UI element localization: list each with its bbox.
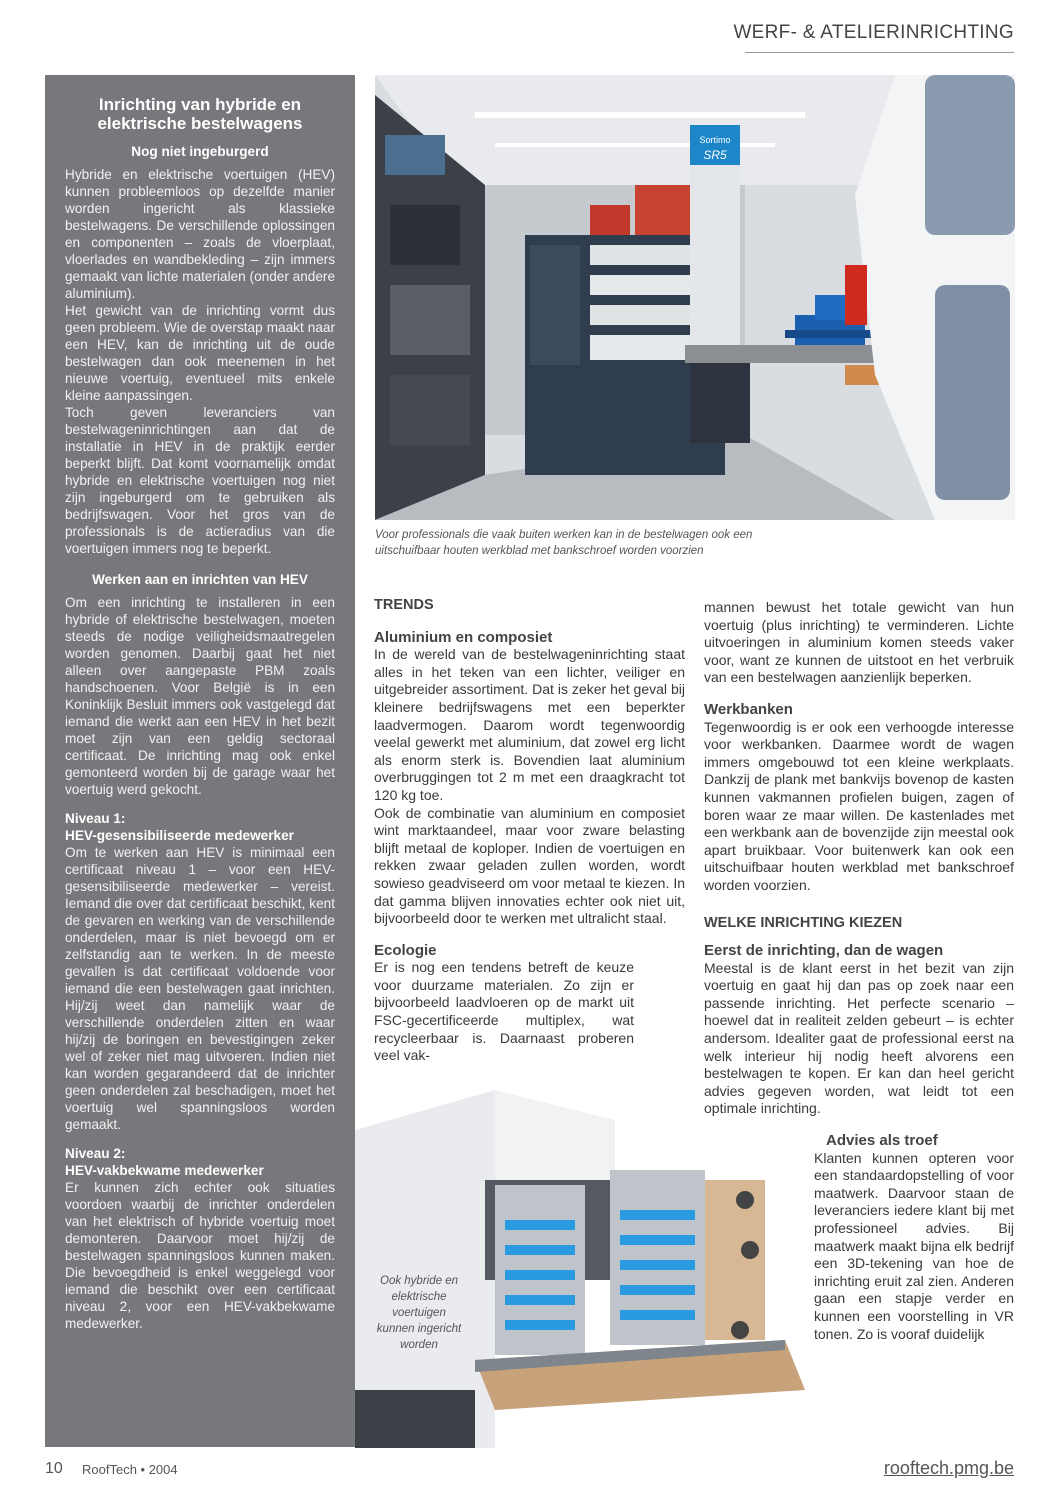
van-interior-photo [375,75,1015,520]
spacer [374,928,685,942]
publication-name: RoofTech • 2004 [82,1462,178,1477]
page-number: 10 [45,1460,63,1477]
section-heading: WELKE INRICHTING KIEZEN [704,914,903,931]
website-link[interactable]: rooftech.pmg.be [883,1458,1014,1478]
sidebar-subtitle: Nog niet ingeburgerd [131,144,269,159]
sortimo-logo: Sortimo [699,135,731,145]
level-title: HEV-gesensibiliseerde medewerker [65,828,294,843]
sidebar-title: Inrichting van hybride en elektrische bestelwagens [97,95,303,133]
level-number: Niveau 2: [65,1146,126,1161]
sidebar-level-heading [65,810,335,844]
sr5-logo: SR5 [703,148,727,162]
photo-caption: Ook hybride en elektrische voertuigen kunnen ingericht worden [376,1275,462,1351]
sidebar-paragraph: Om een inrichting te installeren in een hybride of elektrische bestelwagen, moeten steeds de nodige veiligheidsmaatregelen worden genomen. Daarbij gaat het niet alleen over aangepaste PBM zoals handschoenen. Voor België is in een Koninklijk Besluit immers ook vastgelegd dat iemand die werkt aan een HEV in het bezit moet zijn van een geldig sectoraal certificaat. De inrichting mag ook enkel gemonteerd worden bij de garage waar het voertuig werd gekocht. [65,595,335,797]
level-number: Niveau 1: [65,811,126,826]
body-paragraph: Ook de combinatie van aluminium en composiet wint marktaandeel, maar voor zware belasting blijft metaal de koploper. Indien de voertuigen en rekken zwaar geladen zullen worden, wordt sowieso geadviseerd om voor metaal te kiezen. In dat gamma blijven innovaties echter ook niet uit, bijvoorbeeld door te werken met ultralicht staal. [374,804,685,927]
sidebar-box [45,75,355,1447]
article-column-left [374,597,685,1065]
subheading: Ecologie [374,941,437,959]
van-drawers-photo [355,1090,835,1448]
subheading: Advies als troef [826,1132,938,1150]
section-heading: TRENDS [374,597,434,613]
body-paragraph: Meestal is de klant eerst in het bezit van zijn voertuig en gaat hij dan pas op zoek naar een passende inrichting. Het perfecte scenario – hoewel dat in realiteit zelden gebeurt – is echter andersom. Idealiter gaat de professional eerst na welk interieur hij nodig heeft alvorens een bestelwagen te kopen. Er kan dan heel gericht advies gegeven worden, wat leidt tot een optimale inrichting. [704,959,1014,1117]
level-title: HEV-vakbekwame medewerker [65,1163,264,1178]
photo-caption: Voor professionals die vaak buiten werken kan in de bestelwagen ook een uitschuifbaar houten werkblad met bankschroef worden voorzien [375,529,753,557]
sidebar-subtitle: Werken aan en inrichten van HEV [92,572,308,587]
header-rule [745,52,1014,53]
body-paragraph: Er is nog een tendens betreft de keuze voor duurzame materialen. Zo zijn er bijvoorbeeld laadvloeren op de markt uit FSC-gecertificeerde multiplex, wat recycleerbaar is. Daarnaast proberen veel vak- [374,959,634,1064]
subheading: Eerst de inrichting, dan de wagen [704,942,944,960]
sidebar-level-heading [65,1145,335,1179]
body-paragraph: mannen bewust het totale gewicht van hun voertuig (plus inrichting) te verminderen. Lichte uitvoeringen in aluminium komen steeds vaker voor, want ze kunnen de uitstoot en het verbruik van een bestelwagen aanzienlijk beperken. [704,599,1014,686]
sidebar-paragraph: Toch geven leveranciers van bestelwageninrichtingen aan dat de installatie in HEV in de praktijk eerder beperkt blijft. Dat komt voornamelijk omdat hybride en elektrische voertuigen nog niet zijn ingeburgerd om te gebruiken als bedrijfswagen. Voor het gros van de professionals is de actieradius van die voertuigen immers nog te beperkt. [65,405,335,556]
sidebar-paragraph: Er kunnen zich echter ook situaties voordoen waarbij de inrichter onderdelen van het elektrisch of hybride voertuig moet demonteren. Daarvoor moet hij/zij de bestelwagen spanningsloos kunnen maken. Die bevoegdheid is enkel weggelegd voor iemand die beschikt over een certificaat niveau 2, voor een HEV-vakbekwame medewerker. [65,1180,335,1331]
body-paragraph: Tegenwoordig is er ook een verhoogde interesse voor werkbanken. Daarmee wordt de wagen immers omgebouwd tot een kleine werkplaats. Dankzij de plank met bankvijs bovenop de kasten kunnen vakmannen profielen buigen, zagen of boren waar ze maar willen. De kastenlades met een werkbank aan de bovenzijde zijn meestal ook apart bruikbaar. Voor buitenwerk kan ook een uitschuifbaar houten werkblad met bankschroef worden voorzien. [704,718,1014,893]
spacer [704,895,1014,915]
body-paragraph: Klanten kunnen opteren voor een standaardopstelling of voor maatwerk. Daarvoor staan de leveranciers iedere klant bij met professioneel advies. Bij maatwerk maakt bijna elk bedrijf een 3D-tekening van hoe de inrichting eruit zal zien. Anderen gaan een stapje verder en kunnen een voorstelling in VR tonen. Zo is vooraf duidelijk [814,1149,1014,1342]
subheading: Aluminium en composiet [374,628,553,646]
subheading: Werkbanken [704,700,793,718]
header-section-title: WERF- & ATELIERINRICHTING [733,22,1014,43]
sidebar-paragraph: Om te werken aan HEV is minimaal een certificaat niveau 1 – voor een HEV-gesensibiliseerde medewerker – vereist. Iemand die over dat certificaat beschikt, kent de gevaren en werking van de verschillende onderdelen, maar is niet bevoegd om er zelfstandig aan te werken. In de meeste gevallen is dat certificaat voldoende voor iemand die een bestelwagen gaat inrichten. Hij/zij weet dan namelijk waar de verschillende onderdelen zitten en waar hij/zij de boringen en bevestigingen zeker wel of zeker niet mag uitvoeren. Indien niet kan worden gegarandeerd dat de inrichter geen onderdelen zal beschadigen, moet het voertuig wel spanningsloos worden gemaakt. [65,845,335,1132]
spacer [704,687,1014,701]
sidebar-paragraph: Hybride en elektrische voertuigen (HEV) kunnen probleemloos op dezelfde manier worden ingericht als klassieke bestelwagens. De verschillende oplossingen en componenten – zoals de vloerplaat, vloerlades en wandbekleding – zijn immers gemaakt van lichte materialen (onder andere aluminium). [65,167,335,301]
body-paragraph: In de wereld van de bestelwageninrichting staat alles in het teken van een lichter, veiliger en uitgebreider assortiment. Dat is zeker het geval bij kleinere bedrijfswagens met een beperkter laadvermogen. Daarom wordt tegenwoordig veelal gewerkt met aluminium, dat zowel erg licht als enorm sterk is. Bovendien laat aluminium overbruggingen tot 2 m met een draagkracht tot 120 kg toe. [374,646,685,803]
sidebar-paragraph: Het gewicht van de inrichting vormt dus geen probleem. Wie de overstap maakt naar een HEV, kan de inrichting uit de oude bestelwagen dan ook meenemen in het nieuwe voertuig, eventueel mits enkele kleine aanpassingen. [65,303,335,403]
